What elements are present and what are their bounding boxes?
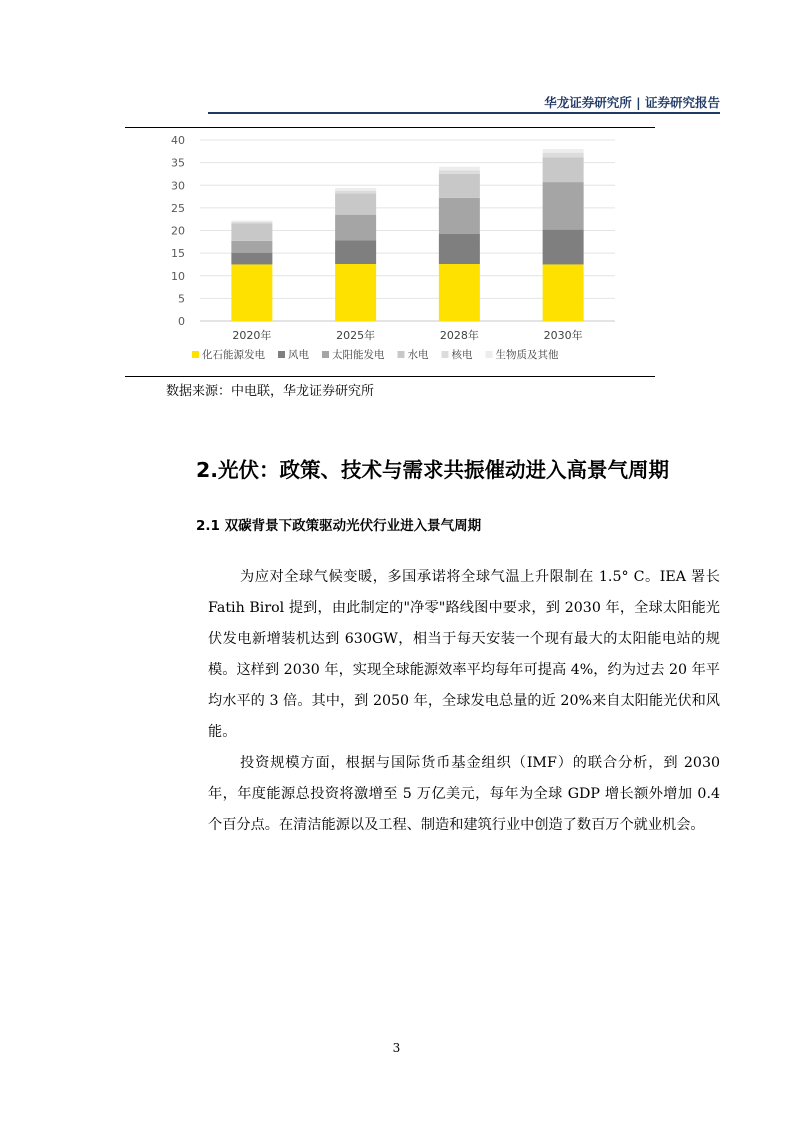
- x-tick-label: 2028年: [439, 329, 479, 342]
- page-number: 3: [392, 1041, 401, 1055]
- bar-segment: [439, 198, 480, 234]
- bar-segment: [231, 223, 272, 241]
- legend-swatch: [192, 351, 199, 358]
- legend-swatch: [322, 351, 329, 358]
- bar-segment: [335, 264, 376, 321]
- body-paragraph-1: 为应对全球气候变暖，多国承诺将全球气温上升限制在 1.5° C。IEA 署长 Fatih Birol 提到，由此制定的"净零"路线图中要求，到 2030 年，全球太阳能光伏发电新增装机达到 630GW，相当于每天安装一个现有最大的太阳能电站的规模。这样到 2030 年，实现全球能源效率平均每年可提高 4%，约为过去 20 年平均水平的 3 倍。其中，到 2050 年，全球发电总量的近 20%来自太阳能光伏和风能。: [208, 569, 720, 740]
- bar-segment: [335, 193, 376, 214]
- y-tick-label: 0: [178, 315, 185, 328]
- y-tick-label: 10: [171, 269, 185, 283]
- x-tick-label: 2025年: [336, 329, 376, 342]
- bar-segment: [543, 153, 584, 158]
- stacked-bar-chart: [125, 128, 655, 376]
- y-tick-label: 20: [171, 224, 185, 238]
- bar-segment: [335, 191, 376, 194]
- legend-label: 太阳能发电: [332, 349, 385, 361]
- section-heading: 2.光伏：政策、技术与需求共振催动进入高景气周期: [196, 458, 670, 482]
- bar-segment: [231, 221, 272, 222]
- bar-segment: [439, 264, 480, 321]
- section-subheading: 2.1 双碳背景下政策驱动光伏行业进入景气周期: [196, 518, 482, 534]
- legend-label: 风电: [288, 349, 309, 361]
- bar-segment: [543, 157, 584, 182]
- y-tick-label: 25: [171, 201, 185, 215]
- legend-swatch: [486, 351, 493, 358]
- bar-segment: [335, 215, 376, 241]
- legend-swatch: [398, 351, 405, 358]
- y-tick-label: 30: [171, 179, 185, 193]
- chart-source-note: 数据来源：中电联，华龙证券研究所: [166, 384, 375, 399]
- y-tick-label: 5: [178, 292, 185, 306]
- body-paragraph-2: 投资规模方面，根据与国际货币基金组织（IMF）的联合分析，到 2030 年，年度能源总投资将激增至 5 万亿美元，每年为全球 GDP 增长额外增加 0.4 个百分点。在清洁能源以及工程、制造和建筑行业中创造了数百万个就业机会。: [208, 755, 720, 833]
- bar-segment: [231, 264, 272, 321]
- bar-segment: [439, 170, 480, 174]
- x-tick-label: 2020年: [232, 329, 272, 342]
- legend-label: 水电: [407, 349, 429, 361]
- bar-segment: [439, 234, 480, 264]
- bar-segment: [231, 222, 272, 223]
- body-text: [208, 562, 720, 841]
- legend-label: 化石能源发电: [202, 349, 265, 361]
- bar-segment: [543, 230, 584, 265]
- chart-bottom-rule: [125, 376, 655, 377]
- y-tick-label: 35: [171, 156, 185, 170]
- header-divider: [208, 112, 720, 114]
- legend-swatch: [442, 351, 449, 358]
- bar-segment: [439, 174, 480, 198]
- y-tick-label: 40: [171, 134, 185, 147]
- bar-segment: [231, 241, 272, 253]
- bar-segment: [543, 149, 584, 153]
- legend-swatch: [278, 351, 285, 358]
- y-tick-label: 15: [171, 247, 185, 261]
- bar-segment: [335, 188, 376, 191]
- x-tick-label: 2030年: [543, 329, 583, 342]
- bar-segment: [439, 167, 480, 171]
- bar-segment: [231, 253, 272, 265]
- bar-segment: [543, 264, 584, 321]
- bar-segment: [335, 240, 376, 264]
- legend-label: 核电: [451, 349, 473, 361]
- bar-segment: [543, 182, 584, 230]
- report-header-title: 华龙证券研究所 | 证券研究报告: [544, 95, 720, 110]
- legend-label: 生物质及其他: [495, 349, 559, 361]
